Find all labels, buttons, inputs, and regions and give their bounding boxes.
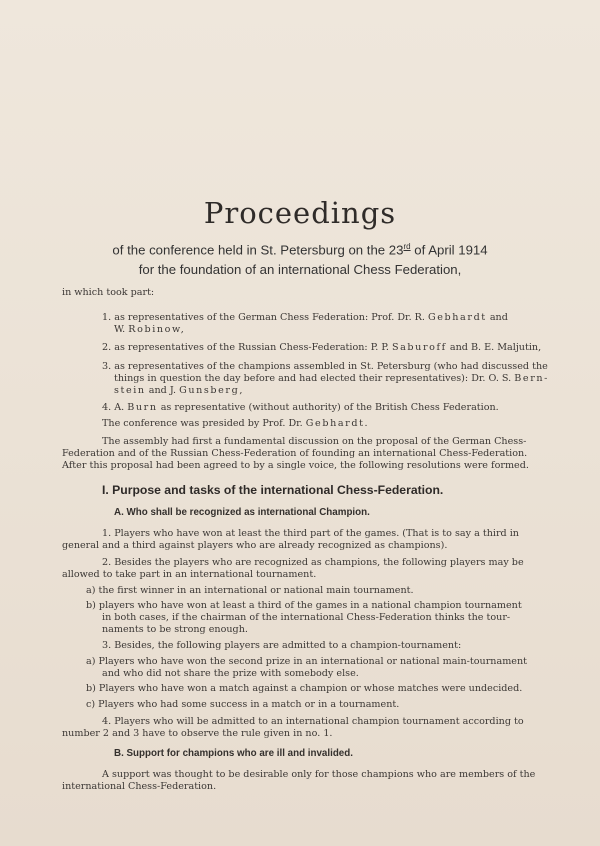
subtitle-line-2: for the foundation of an international Chess Federation, bbox=[138, 262, 462, 277]
participant-3: 3. as representatives of the champions assembled in St. Petersburg (who had discussed the bbox=[102, 361, 548, 372]
participant-4: 4. A. Burn as representative (without authority) of the British Chess Federation. bbox=[102, 402, 499, 413]
item-b-line-3: naments to be strong enough. bbox=[102, 624, 248, 635]
item-3a-line-2: and who did not share the prize with somebody else. bbox=[102, 668, 359, 679]
participant-3-line-3: stein and J. Gunsberg, bbox=[114, 385, 243, 396]
item-a: a) the first winner in an international or national main tournament. bbox=[86, 585, 414, 596]
intro-text: in which took part: bbox=[62, 287, 155, 298]
section-heading-I: I. Purpose and tasks of the international Chess-Federation. bbox=[102, 483, 444, 497]
item-3b: b) Players who have won a match against a champion or whose matches were undecided. bbox=[86, 683, 523, 694]
support-line-1: A support was thought to be desirable only for those champions who are members of the bbox=[102, 769, 536, 780]
participant-1-line-2: W. Robinow, bbox=[114, 324, 186, 335]
item-3c: c) Players who had some success in a match or in a tournament. bbox=[86, 699, 400, 710]
ordinal-suffix: rd bbox=[403, 242, 411, 251]
participant-1: 1. as representatives of the German Chess Federation: Prof. Dr. R. Gebhardt and bbox=[102, 312, 508, 323]
para-4-line-2: number 2 and 3 have to observe the rule given in no. 1. bbox=[62, 728, 333, 739]
subtitle-line-1: of the conference held in St. Petersburg on the 23rd of April 1914 bbox=[112, 242, 488, 258]
item-3a-line-1: a) Players who have won the second prize in an international or national main-tournament bbox=[86, 656, 528, 667]
para-3: 3. Besides, the following players are admitted to a champion-tournament: bbox=[102, 640, 462, 651]
support-line-2: international Chess-Federation. bbox=[62, 781, 217, 792]
item-b-line-1: b) players who have won at least a third of the games in a national champion tournament bbox=[86, 600, 522, 611]
item-b-line-2: in both cases, if the chairman of the international Chess-Federation thinks the tour- bbox=[102, 612, 511, 623]
para-1-line-2: general and a third against players who are already recognized as champions). bbox=[62, 540, 448, 551]
para-1-line-1: 1. Players who have won at least the third part of the games. (That is to say a third in bbox=[102, 528, 519, 539]
para-2-line-1: 2. Besides the players who are recognized as champions, the following players may be bbox=[102, 557, 524, 568]
page-title: Proceedings bbox=[203, 196, 397, 230]
participant-2: 2. as representatives of the Russian Chess-Federation: P. P. Saburoff and B. E. Maljutin, bbox=[102, 342, 542, 353]
assembly-line-3: After this proposal had been agreed to by a single voice, the following resolutions were formed. bbox=[62, 460, 529, 471]
participant-3-line-2: things in question the day before and had elected their representatives): Dr. O. S. Bern- bbox=[114, 373, 549, 384]
assembly-line-1: The assembly had first a fundamental discussion on the proposal of the German Chess- bbox=[102, 436, 527, 447]
section-heading-A: A. Who shall be recognized as international Champion. bbox=[114, 507, 370, 518]
para-2-line-2: allowed to take part in an international tournament. bbox=[62, 569, 317, 580]
section-heading-B: B. Support for champions who are ill and invalided. bbox=[114, 748, 353, 759]
presided-line: The conference was presided by Prof. Dr. Gebhardt. bbox=[102, 418, 368, 429]
para-4-line-1: 4. Players who will be admitted to an international champion tournament according to bbox=[102, 716, 524, 727]
assembly-line-2: Federation and of the Russian Chess-Federation of founding an international Chess-Federation. bbox=[62, 448, 528, 459]
